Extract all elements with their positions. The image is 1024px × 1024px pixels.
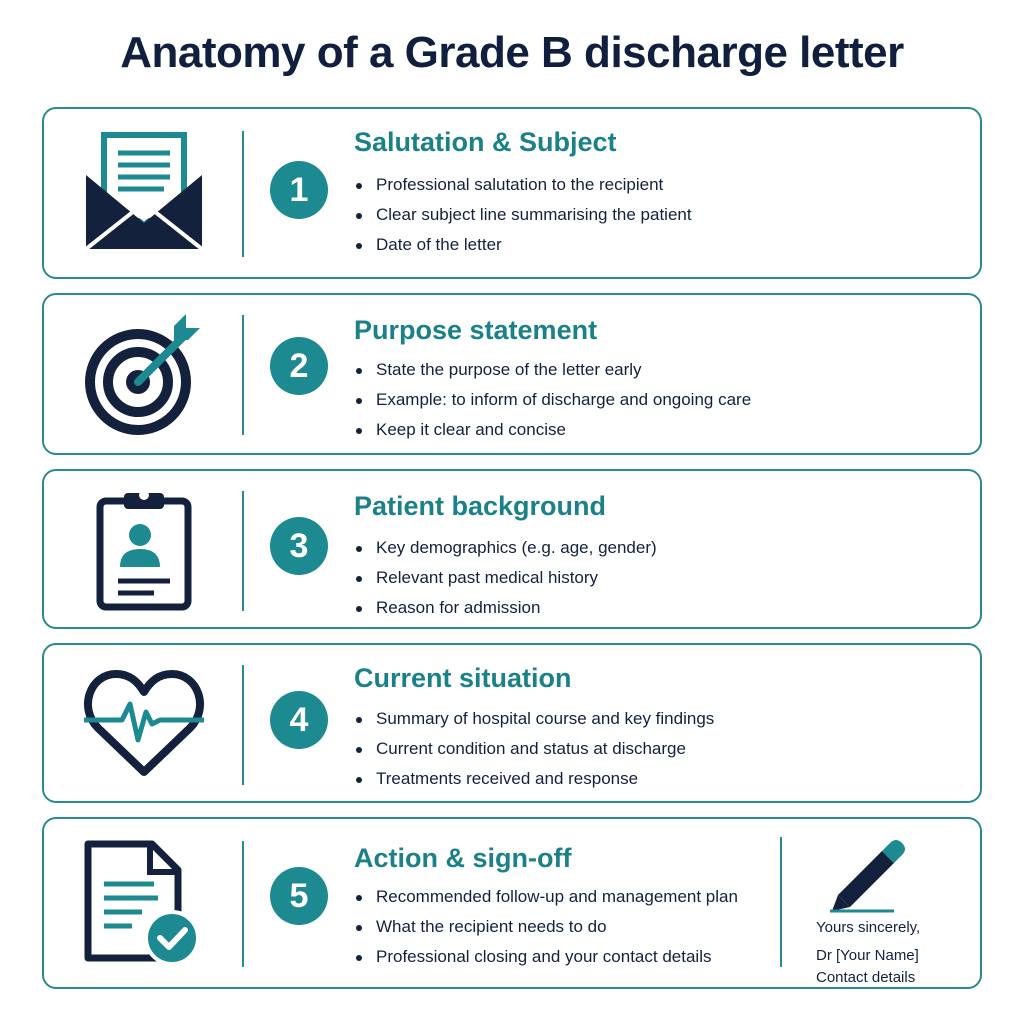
list-item: Key demographics (e.g. age, gender): [354, 533, 657, 563]
signoff-name: Dr [Your Name]: [816, 947, 919, 964]
section-card-current: [42, 643, 982, 803]
bullet-list: [354, 170, 692, 260]
section-heading: Patient background: [354, 491, 607, 521]
signoff-contact: Contact details: [816, 969, 916, 986]
bullet-list: [354, 355, 751, 445]
step-number-badge: 2: [270, 337, 328, 395]
section-heading: Salutation & Subject: [354, 127, 617, 157]
page-title: Anatomy of a Grade B discharge letter: [120, 28, 904, 77]
list-item: Date of the letter: [354, 230, 692, 260]
list-item: Current condition and status at discharge: [354, 734, 714, 764]
list-item: Clear subject line summarising the patient: [354, 200, 692, 230]
section-card-purpose: [42, 293, 982, 455]
list-item: Professional salutation to the recipient: [354, 170, 692, 200]
heart-pulse-icon: [74, 645, 214, 801]
signoff-closing: Yours sincerely,: [816, 919, 921, 936]
list-item: Recommended follow-up and management plan: [354, 882, 738, 912]
list-item: Example: to inform of discharge and ongoing care: [354, 385, 751, 415]
step-number-badge: 5: [270, 867, 328, 925]
section-card-action: [42, 817, 982, 989]
document-check-icon: [74, 819, 214, 987]
step-number-badge: 3: [270, 517, 328, 575]
section-heading: Purpose statement: [354, 315, 598, 345]
list-item: State the purpose of the letter early: [354, 355, 751, 385]
section-divider: [242, 315, 244, 435]
section-heading: Action & sign-off: [354, 843, 572, 873]
step-number-badge: 4: [270, 691, 328, 749]
bullet-list: [354, 533, 657, 623]
section-card-salutation: [42, 107, 982, 279]
list-item: Treatments received and response: [354, 764, 714, 794]
list-item: Relevant past medical history: [354, 563, 657, 593]
bullet-list: [354, 704, 714, 794]
list-item: What the recipient needs to do: [354, 912, 738, 942]
section-divider: [242, 841, 244, 967]
signoff-block: [816, 917, 920, 989]
section-heading: Current situation: [354, 663, 572, 693]
list-item: Professional closing and your contact details: [354, 942, 738, 972]
list-item: Keep it clear and concise: [354, 415, 751, 445]
pen-icon: [824, 833, 910, 913]
bullet-list: [354, 882, 738, 972]
envelope-letter-icon: [74, 109, 214, 277]
step-number-badge: 1: [270, 161, 328, 219]
section-divider: [242, 491, 244, 611]
clipboard-patient-icon: [74, 471, 214, 627]
signoff-divider: [780, 837, 782, 967]
list-item: Reason for admission: [354, 593, 657, 623]
list-item: Summary of hospital course and key findings: [354, 704, 714, 734]
section-card-background: [42, 469, 982, 629]
section-divider: [242, 131, 244, 257]
target-arrow-icon: [74, 295, 214, 453]
section-divider: [242, 665, 244, 785]
